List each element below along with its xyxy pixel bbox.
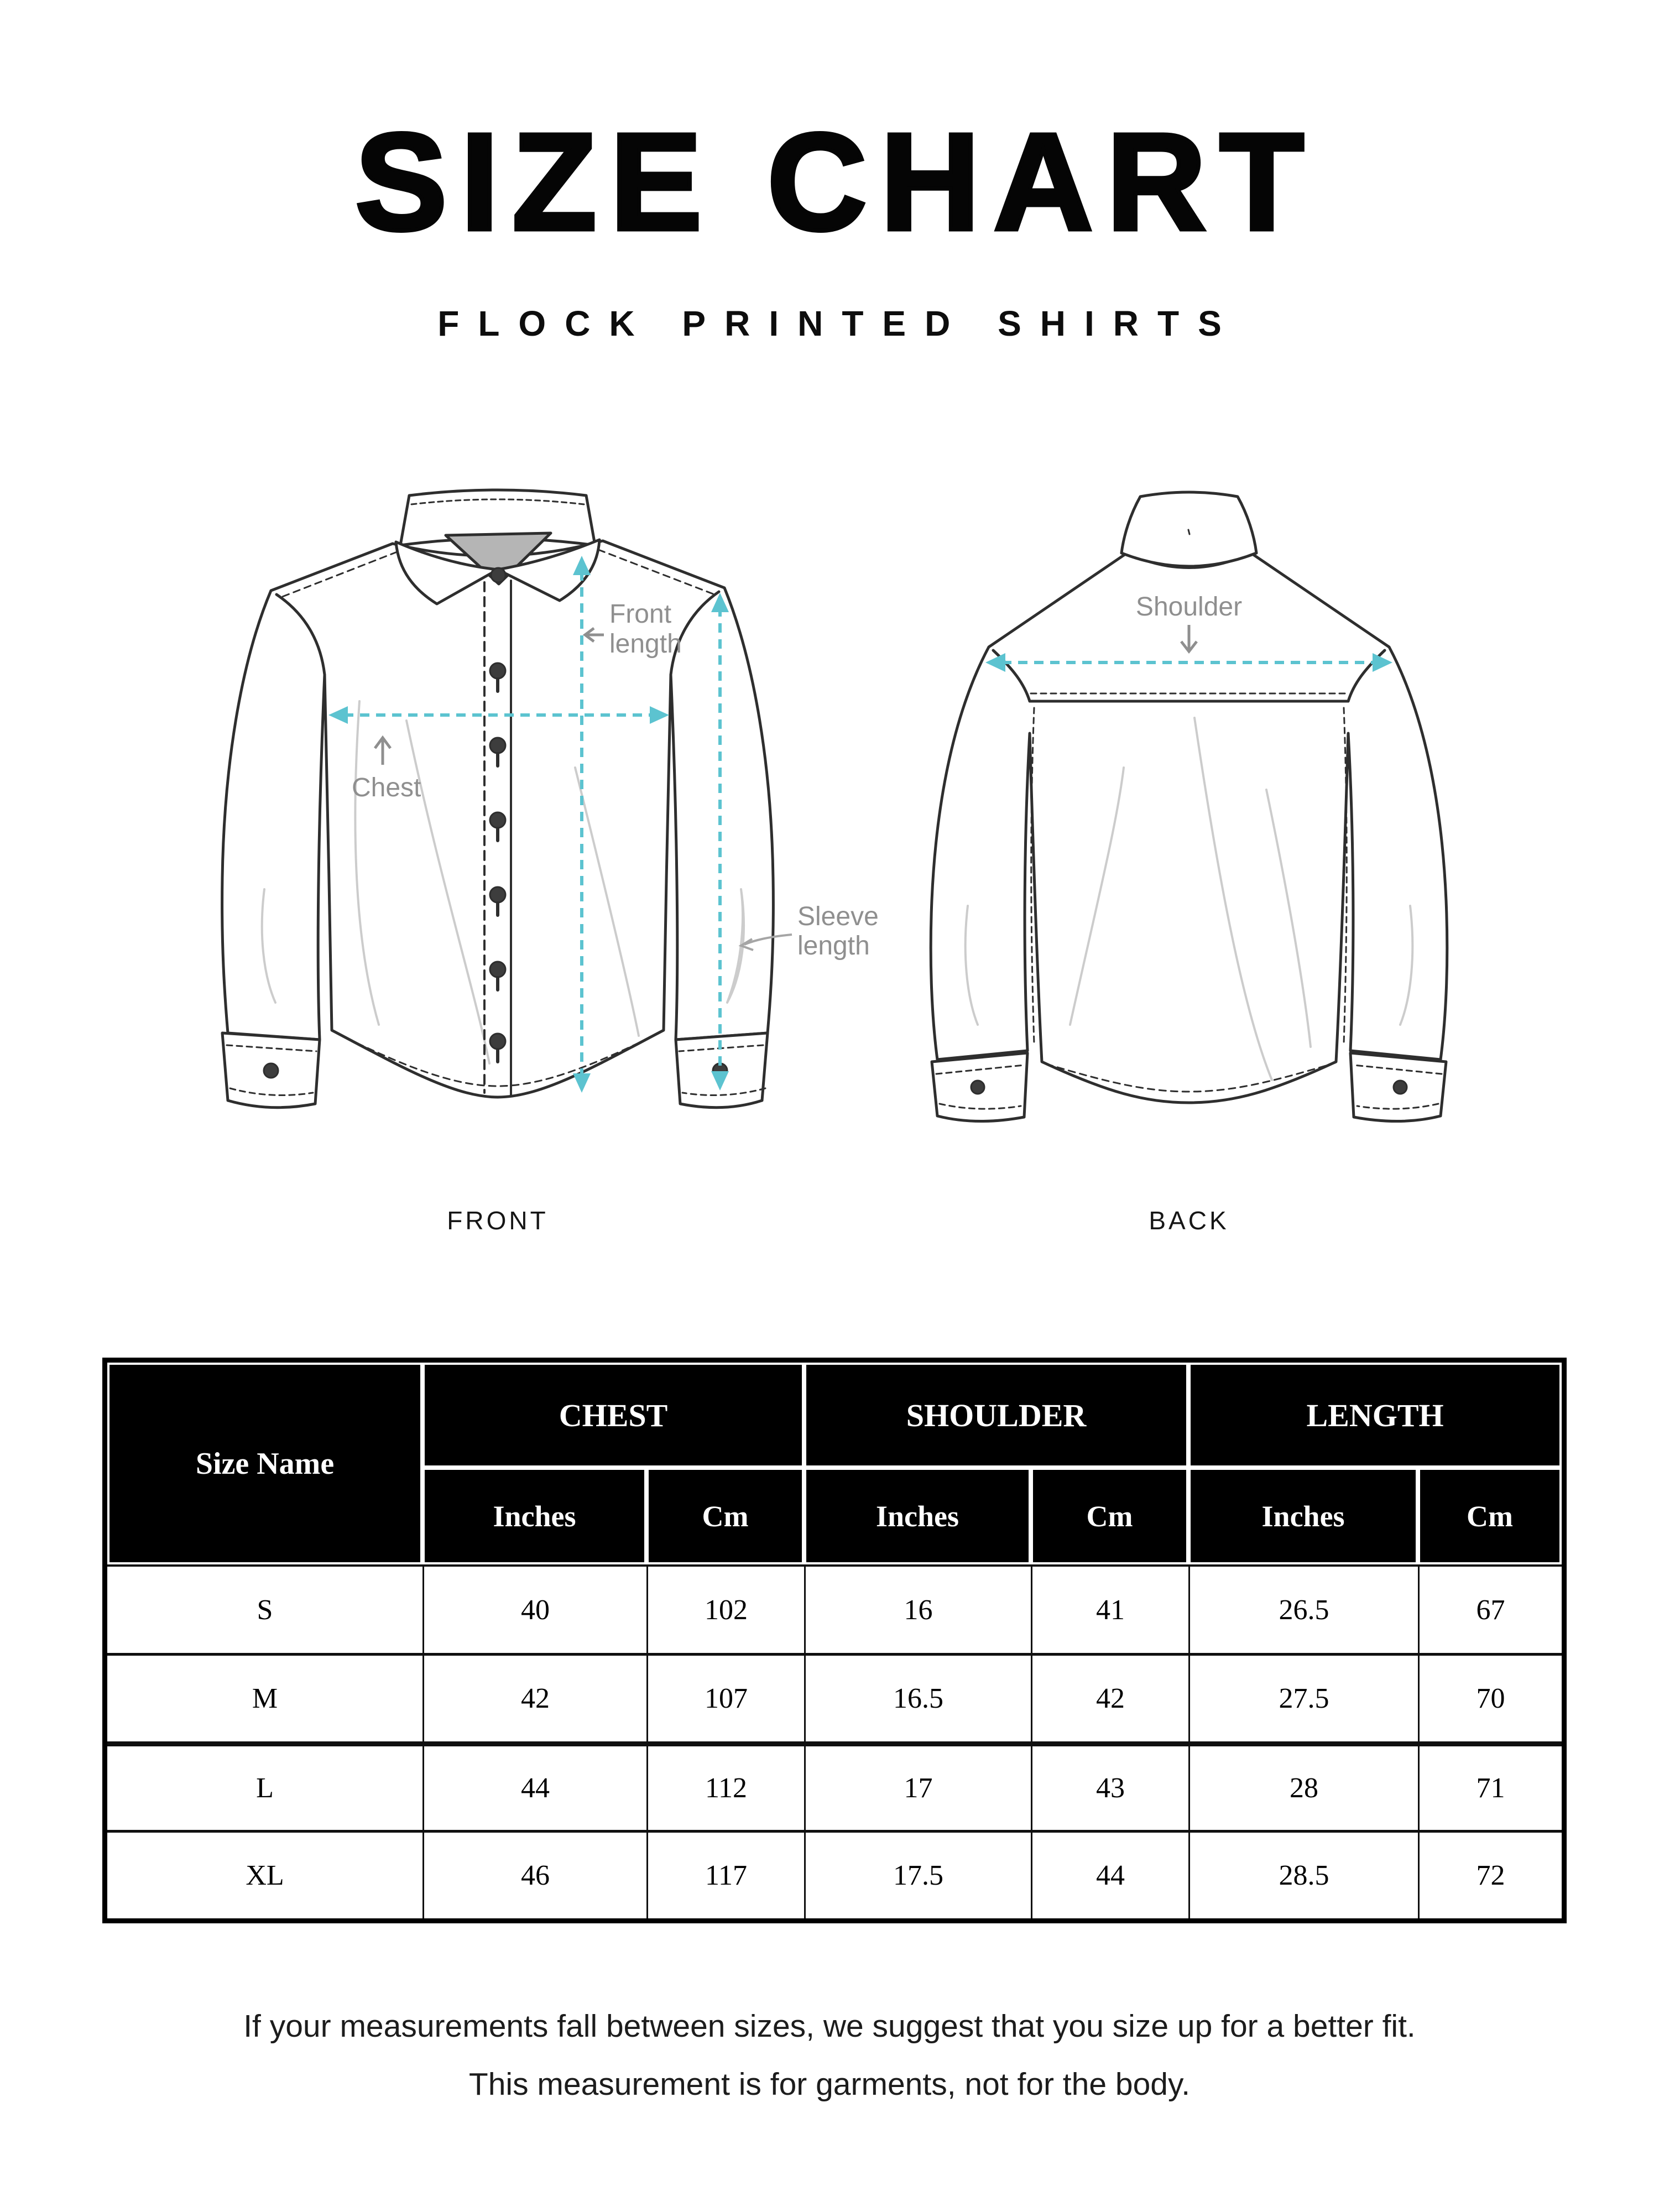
value-cell: 117: [646, 1830, 804, 1918]
table-row-m: [107, 1653, 1562, 1741]
value-cell: 28: [1188, 1741, 1418, 1830]
footer-note: [0, 1997, 1659, 2114]
value-cell: 40: [422, 1564, 646, 1653]
table-header-shoulder: SHOULDER: [804, 1363, 1188, 1468]
size-cell: XL: [107, 1830, 422, 1918]
svg-text:Shoulder: Shoulder: [1135, 592, 1243, 622]
page-title: SIZE CHART: [355, 105, 1317, 259]
table-header-shoulder-cm: Cm: [1031, 1468, 1188, 1564]
value-cell: 70: [1418, 1653, 1562, 1741]
collar-button: [491, 568, 505, 582]
value-cell: 17: [804, 1741, 1031, 1830]
value-cell: 17.5: [804, 1830, 1031, 1918]
svg-text:Sleeve: Sleeve: [797, 902, 879, 931]
size-cell: L: [107, 1741, 422, 1830]
table-row-l: [107, 1741, 1562, 1830]
back-cuff-button-right: [1394, 1081, 1407, 1094]
value-cell: 72: [1418, 1830, 1562, 1918]
svg-text:length: length: [797, 931, 870, 961]
value-cell: 46: [422, 1830, 646, 1918]
footer-line-2: This measurement is for garments, not for the body.: [468, 2067, 1191, 2103]
front-caption: FRONT: [447, 1206, 549, 1235]
table-header-chest-cm: Cm: [646, 1468, 804, 1564]
value-cell: 26.5: [1188, 1564, 1418, 1653]
value-cell: 43: [1031, 1741, 1188, 1830]
value-cell: 28.5: [1188, 1830, 1418, 1918]
table-header-length-inches: Inches: [1188, 1468, 1418, 1564]
page-subtitle: FLOCK PRINTED SHIRTS: [437, 304, 1240, 343]
table-header-chest: CHEST: [422, 1363, 804, 1468]
size-table: [102, 1358, 1567, 1923]
table-header-size-name: Size Name: [107, 1363, 422, 1564]
table-header-length-cm: Cm: [1418, 1468, 1562, 1564]
back-collar-stand: [1121, 492, 1256, 566]
value-cell: 41: [1031, 1564, 1188, 1653]
value-cell: 44: [1031, 1830, 1188, 1918]
front-shirt-drawing: [188, 480, 907, 1204]
table-row-s: [107, 1564, 1562, 1653]
value-cell: 44: [422, 1741, 646, 1830]
back-shirt-drawing: [885, 480, 1493, 1204]
value-cell: 71: [1418, 1741, 1562, 1830]
size-cell: M: [107, 1653, 422, 1741]
value-cell: 42: [422, 1653, 646, 1741]
value-cell: 67: [1418, 1564, 1562, 1653]
value-cell: 16: [804, 1564, 1031, 1653]
table-header-shoulder-inches: Inches: [804, 1468, 1031, 1564]
cuff-button-left: [264, 1063, 278, 1078]
back-caption: BACK: [1149, 1206, 1229, 1235]
table-header-chest-inches: Inches: [422, 1468, 646, 1564]
svg-text:length: length: [609, 629, 682, 659]
value-cell: 27.5: [1188, 1653, 1418, 1741]
value-cell: 16.5: [804, 1653, 1031, 1741]
value-cell: 42: [1031, 1653, 1188, 1741]
size-cell: S: [107, 1564, 422, 1653]
back-cuff-button-left: [971, 1081, 984, 1094]
value-cell: 112: [646, 1741, 804, 1830]
footer-line-1: If your measurements fall between sizes, we suggest that you size up for a better fit.: [243, 2008, 1416, 2044]
svg-text:Chest: Chest: [352, 773, 421, 802]
value-cell: 107: [646, 1653, 804, 1741]
svg-text:Front: Front: [609, 599, 672, 629]
value-cell: 102: [646, 1564, 804, 1653]
table-header-length: LENGTH: [1188, 1363, 1562, 1468]
table-row-xl: [107, 1830, 1562, 1918]
